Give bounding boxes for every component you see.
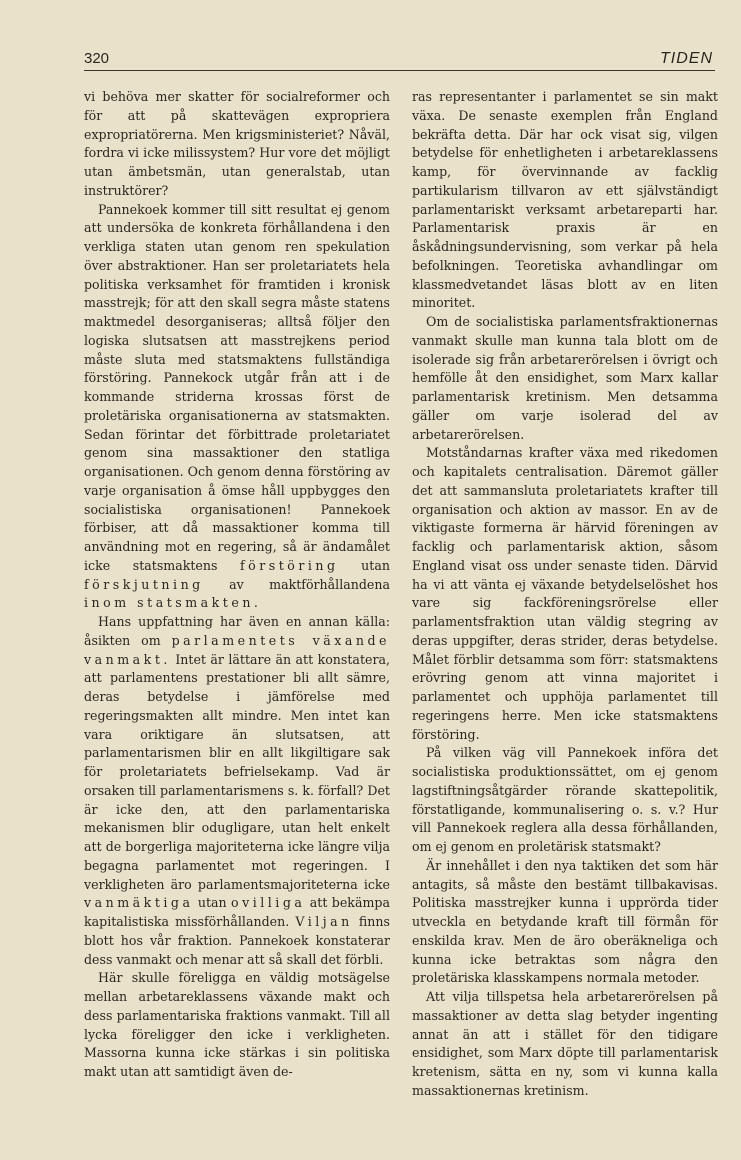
spaced-emphasis: Viljan xyxy=(295,914,353,929)
page-number: 320 xyxy=(84,50,110,67)
right-column xyxy=(412,88,718,1101)
paragraph-text: På vilken väg vill Pannekoek införa det socialistiska produktionssättet, om ej genom lagstiftningsåtgärder rörande skattepolitik, förstatligande, kommunalisering o. s. v.? Hur vill Pannekoek reglera alla dessa förhållanden, om ej genom en proletärisk statsmakt? xyxy=(412,745,718,854)
spaced-emphasis: parlamentets växande vanmakt. xyxy=(84,632,390,667)
paragraph-text: utan xyxy=(197,895,227,911)
paragraph-text: Pannekoek kommer till sitt resultat ej genom att undersöka de konkreta förhållandena i den verkliga staten utan genom ren spekulation över abstraktioner. Han ser proletariatets hela politiska verksamhet för framtiden i kronisk masstrejk; för att den skall segra måste statens maktmedel desorganiseras; alltså följer den logiska slutsatsen att masstrejkens period måste sluta med statsmaktens fullständiga förstöring. Pannekock utgår från att i de kommande striderna krossas först de proletäriska organisationerna av statsmakten. Sedan förintar det förbittrade proletariatet genom sina massaktioner den statliga organisationen. Och genom denna förstöring av varje organisation å ömse håll uppbygges den socialistiska organisationen! Pannekoek förbiser, att då massaktioner komma till användning mot en regering, så är ändamålet icke statsmaktens xyxy=(84,201,390,573)
paragraph-text: vi behöva mer skatter för socialreformer och för att på skattevägen expropriera expropriatörerna. Men krigsministeriet? Nåväl, fordra vi icke milissystem? Hur vore det möjligt utan ämbetsmän, utan generalstab, utan instruktörer? xyxy=(84,89,390,198)
paragraph-text: finns blott hos vår fraktion. Pannekoek konstaterar dess vanmakt och menar att så skall det förbli. xyxy=(84,914,390,967)
spaced-emphasis: inom statsmakten. xyxy=(84,595,262,611)
left-column xyxy=(84,88,390,1082)
spaced-emphasis: vanmäktiga xyxy=(84,895,194,911)
paragraph-text: Om de socialistiska parlamentsfraktionernas vanmakt skulle man kunna tala blott om de isolerade sig från arbetarerörelsen i övrigt och hemfölle åt den ensidighet, som Marx kallar parlamentarisk kretinism. Men detsamma gäller om varje isolerad del av arbetarerörelsen. xyxy=(412,314,718,442)
paragraph-text: att bekämpa kapitalistiska missförhållanden. xyxy=(84,895,390,929)
page-header xyxy=(84,44,715,71)
paragraph-text: Intet är lättare än att konstatera, att parlamentens prestationer bli allt sämre, deras betydelse i jämförelse med regeringsmakten allt mindre. Men intet kan vara oriktigare än slutsatsen, att parlamentarismen blir en allt likgiltigare sak för proletariatets befrielsekamp. Vad är orsaken till parlamentarismens s. k. förfall? Det är icke den, att den parlamentariska mekanismen blir odugligare, utan helt enkelt att de borgerliga majoriteterna icke längre vilja begagna parlamentet mot regeringen. I verkligheten äro parlamentsmajoriteterna icke xyxy=(84,651,390,892)
paragraph xyxy=(412,88,718,313)
paragraph xyxy=(84,201,390,614)
paragraph-text: Hans uppfattning har även en annan källa: åsikten om xyxy=(84,614,390,648)
paragraph-text: Att vilja tillspetsa hela arbetarerörelsen på massaktioner av detta slag betyder ingenting annat än att i stället för den tidigare ensidighet, som Marx döpte till parlamentarisk kretenism, sätta en ny, som vi kunna kalla massaktionernas kretinism. xyxy=(412,989,718,1098)
paragraph-text: av maktförhållandena xyxy=(229,576,390,592)
paragraph xyxy=(412,313,718,444)
paragraph-text: utan xyxy=(361,557,390,573)
paragraph-text: Motståndarnas krafter växa med rikedomen och kapitalets centralisation. Däremot gäller det att sammansluta proletariatets krafter till organisation och aktion av massor. En av de viktigaste formerna är härvid föreningen av facklig och parlamentarisk aktion, såsom England visat oss under senaste tiden. Därvid ha vi att vänta ej växande betydelselöshet hos vare sig fackföreningsrörelse eller parlamentsfraktion utan väldig stegring av deras uppgifter, deras strider, deras betydelse. Målet förblir detsamma som förr: statsmaktens erövring genom att vinna majoritet i parlamentet och upphöja parlamentet till regeringens herre. Men icke statsmaktens förstöring. xyxy=(412,445,718,742)
paragraph xyxy=(412,857,718,988)
paragraph-text: ras representanter i parlamentet se sin makt växa. De senaste exemplen från England bekräfta detta. Där har ock visat sig, vilgen betydelse för enhetligheten i arbetareklassens kamp, för övervinnande av facklig partikularism tillvaron av ett självständigt parlamentariskt verksamt arbetareparti har. Parlamentarisk praxis är en åskådningsundervisning, som verkar på hela befolkningen. Teoretiska avhandlingar om klassmedvetandet läsas blott av en liten minoritet. xyxy=(412,89,718,311)
paragraph xyxy=(84,88,390,201)
spaced-emphasis: förskjutning xyxy=(84,576,204,592)
paragraph xyxy=(412,988,718,1101)
paragraph xyxy=(412,744,718,857)
paragraph xyxy=(84,969,390,1082)
paragraph-text: Här skulle föreligga en väldig motsägelse mellan arbetareklassens växande makt och dess parlamentariska fraktions vanmakt. Till all lycka föreligger den icke i verkligheten. Massorna kunna icke stärkas i sin politiska makt utan att samtidigt även de- xyxy=(84,970,390,1079)
spaced-emphasis: förstöring xyxy=(240,557,339,573)
running-title: TIDEN xyxy=(660,50,713,67)
spaced-emphasis: ovilliga xyxy=(231,895,306,911)
paragraph xyxy=(84,613,390,969)
paragraph-text: Är innehållet i den nya taktiken det som här antagits, så måste den bestämt tillbakavisas. Politiska masstrejker kunna i upprörda tider utveckla en betydande kraft till förmån för enskilda krav. Men de äro oberäkneliga och kunna icke betraktas som några den proletäriska klasskampens normala metoder. xyxy=(412,857,718,986)
paragraph xyxy=(412,444,718,744)
